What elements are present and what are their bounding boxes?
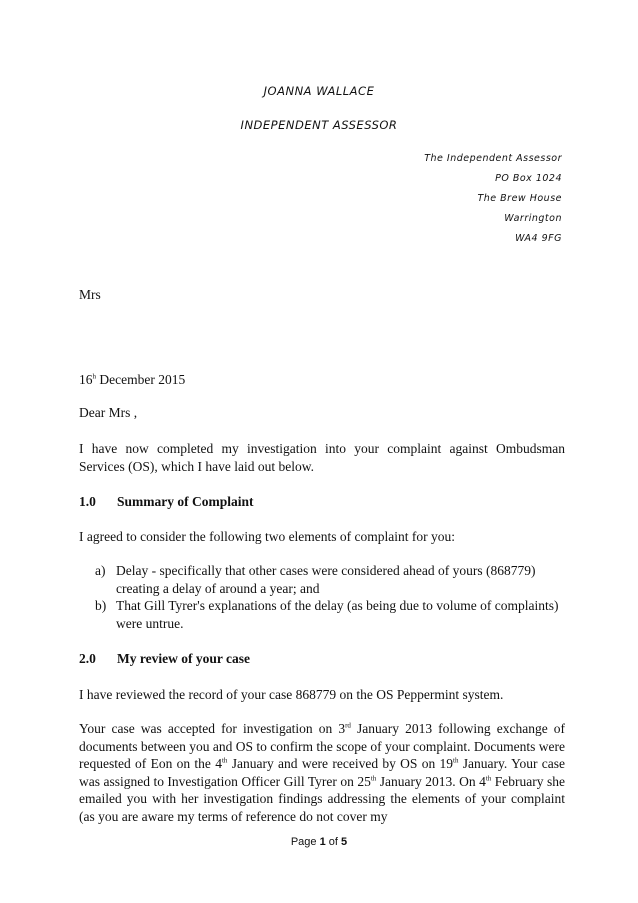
list-item: a) Delay - specifically that other cases were considered ahead of yours (868779) creating a delay of around a year; and [95,563,536,596]
section-heading: 2.0 My review of your case [79,651,250,666]
author-role: INDEPENDENT ASSESSOR [240,118,398,132]
agreed-paragraph: I agreed to consider the following two elements of complaint for you: [79,529,456,544]
salutation: Dear Mrs , [79,405,138,420]
review-paragraph: I have reviewed the record of your case 868779 on the OS Peppermint system. [79,687,504,702]
return-address [424,149,562,249]
section-heading: 1.0 Summary of Complaint [79,494,254,509]
letter-date: 16$^h$ December 2015 [79,372,186,387]
address-line: The Independent Assessor [424,153,562,164]
intro-paragraph: I have now completed my investigation into your complaint against Ombudsman Services (OS), which I have laid out below. [79,441,565,474]
recipient: Mrs [79,287,101,302]
complaint-elements-list [95,562,565,632]
address-line: The Brew House [477,193,562,204]
address-line: WA4 9FG [515,233,562,244]
list-item: b) That Gill Tyrer's explanations of the delay (as being due to volume of complaints) were untrue. [95,598,559,631]
author-name: JOANNA WALLACE [263,84,375,98]
address-line: Warrington [504,213,562,224]
case-paragraph: Your case was accepted for investigation on 3rd January 2013 following exchange of documents between you and OS to confirm the scope of your complaint. Documents were requested of Eon on the 4th January and were received by OS on 19th January. Your case was assigned to Investigation Officer Gill Tyrer on 25th January 2013. On 4th February she emailed you with her investigation findings addressing the elements of your complaint (as you are aware my terms of reference do not cover my [79,721,566,824]
page-footer: Page 1 of 5 [290,836,348,848]
address-line: PO Box 1024 [495,173,562,184]
